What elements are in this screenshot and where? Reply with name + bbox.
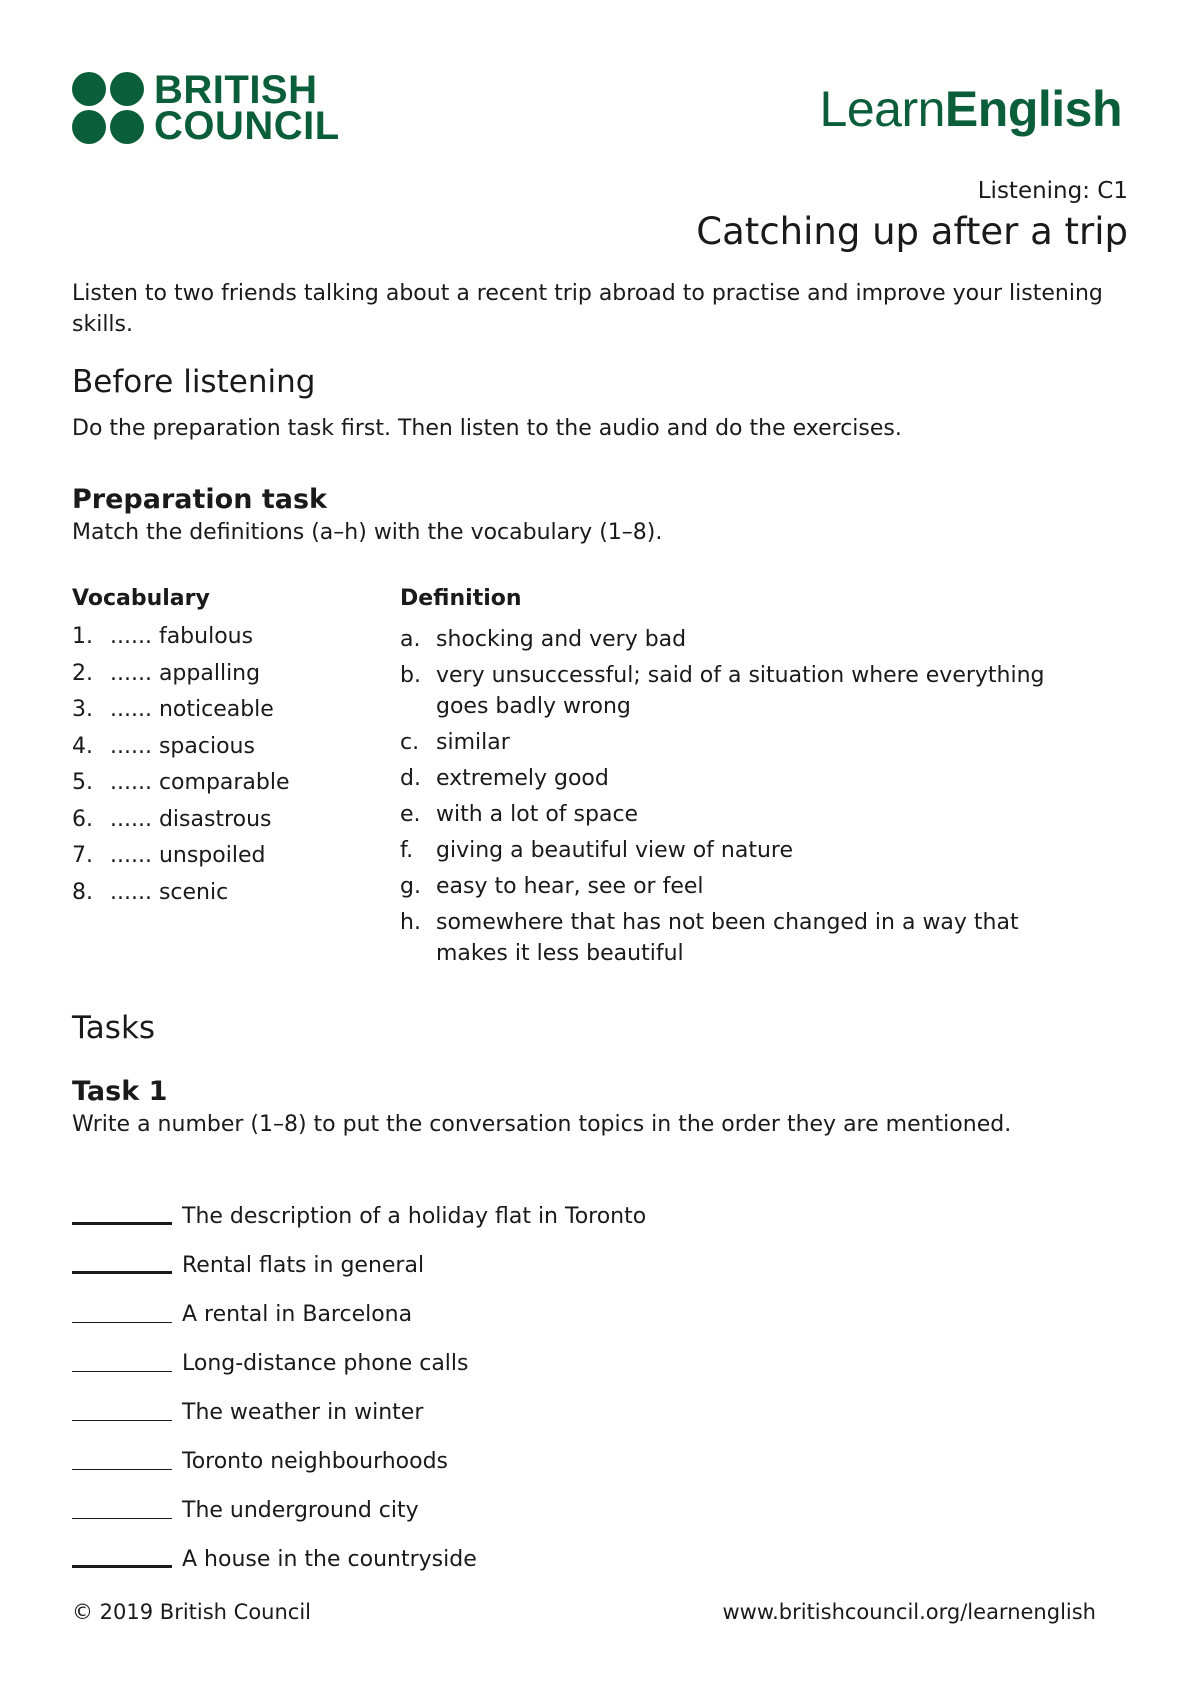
topic-text: Long-distance phone calls [182,1351,469,1376]
logo-text [154,68,340,148]
topic-item [72,1180,646,1229]
vocab-word: ...... noticeable [110,697,274,722]
vocab-item [72,661,290,698]
vocab-item [72,734,290,771]
vocab-word: ...... comparable [110,770,290,795]
definition-item [400,907,1080,969]
answer-blank[interactable] [72,1420,172,1421]
footer-url[interactable]: www.britishcouncil.org/learnenglish [722,1600,1096,1624]
vocab-item [72,624,290,661]
topic-text: The description of a holiday flat in Toronto [182,1204,647,1229]
task1-instruction: Write a number (1–8) to put the conversation topics in the order they are mentioned. [72,1112,1012,1137]
definition-letter: h. [400,910,421,935]
vocab-item [72,807,290,844]
definition-letter: g. [400,874,421,899]
preparation-task-heading: Preparation task [72,484,327,515]
topic-list [72,1180,646,1572]
definition-item [400,660,1080,722]
logo-dots-icon [72,72,144,144]
learnenglish-brand [820,80,1122,138]
topic-text: A house in the countryside [182,1547,477,1572]
definition-letter: c. [400,730,420,755]
definition-text: similar [436,730,510,755]
topic-text: The underground city [182,1498,419,1523]
topic-item [72,1523,646,1572]
vocab-item [72,697,290,734]
definition-item [400,835,1080,866]
intro-text: Listen to two friends talking about a recent trip abroad to practise and improve your listening skills. [72,281,1103,337]
vocab-number: 2. [72,660,93,686]
vocab-word: ...... scenic [110,879,229,905]
vocabulary-heading: Vocabulary [72,586,210,611]
topic-text: Toronto neighbourhoods [182,1449,449,1474]
definition-letter: a. [400,627,421,652]
definition-item [400,799,1080,830]
topic-item [72,1278,646,1327]
definition-text: with a lot of space [436,802,639,827]
definition-item [400,871,1080,902]
topic-item [72,1229,646,1278]
vocab-number: 4. [72,733,93,759]
definition-text: extremely good [436,766,609,791]
preparation-task-instruction: Match the definitions (a–h) with the vocabulary (1–8). [72,520,663,545]
vocab-word: ...... disastrous [110,806,272,832]
page-title: Catching up after a trip [696,210,1128,253]
definition-letter: b. [400,663,421,688]
definition-item [400,624,1080,655]
answer-blank[interactable] [72,1322,172,1323]
vocab-word: ...... fabulous [110,624,254,649]
task1-heading: Task 1 [72,1076,168,1107]
tasks-heading: Tasks [72,1010,156,1046]
vocabulary-list [72,624,290,916]
brand-english: English [944,81,1122,137]
topic-item [72,1474,646,1523]
definition-letter: e. [400,802,421,827]
vocab-item [72,843,290,880]
vocab-word: ...... spacious [110,733,255,759]
definition-letter: d. [400,766,421,791]
definition-text: giving a beautiful view of nature [436,838,793,863]
definition-text: somewhere that has not been changed in a way that makes it less beautiful [436,910,1019,966]
vocab-number: 3. [72,697,93,722]
definition-text: very unsuccessful; said of a situation where everything goes badly wrong [436,663,1045,719]
answer-blank[interactable] [72,1371,172,1372]
vocab-number: 6. [72,806,93,832]
answer-blank[interactable] [72,1469,172,1470]
definition-heading: Definition [400,586,522,611]
level-label: Listening: C1 [977,178,1128,204]
vocab-word: ...... unspoiled [110,843,266,868]
brand-learn: Learn [819,81,945,137]
vocab-number: 1. [72,624,93,649]
topic-item [72,1376,646,1425]
before-listening-heading: Before listening [72,364,316,400]
vocab-number: 5. [72,770,93,795]
answer-blank[interactable] [72,1222,172,1225]
vocab-item [72,880,290,917]
topic-text: A rental in Barcelona [182,1302,413,1327]
topic-item [72,1327,646,1376]
definition-letter: f. [400,838,414,863]
topic-text: The weather in winter [182,1400,424,1425]
before-listening-text: Do the preparation task first. Then listen to the audio and do the exercises. [72,416,902,441]
vocab-word: ...... appalling [110,660,261,686]
vocab-item [72,770,290,807]
definition-item [400,763,1080,794]
vocab-number: 7. [72,843,93,868]
answer-blank[interactable] [72,1271,172,1274]
topic-item [72,1425,646,1474]
logo-line-2: COUNCIL [154,104,340,148]
definition-item [400,727,1080,758]
answer-blank[interactable] [72,1518,172,1519]
british-council-logo [72,68,340,148]
footer-copyright: © 2019 British Council [72,1600,312,1624]
definition-text: shocking and very bad [436,627,687,652]
vocab-number: 8. [72,879,93,905]
definition-list [400,624,1080,974]
definition-text: easy to hear, see or feel [436,874,704,899]
answer-blank[interactable] [72,1565,172,1568]
topic-text: Rental flats in general [182,1253,425,1278]
logo-line-1: BRITISH [154,68,318,112]
